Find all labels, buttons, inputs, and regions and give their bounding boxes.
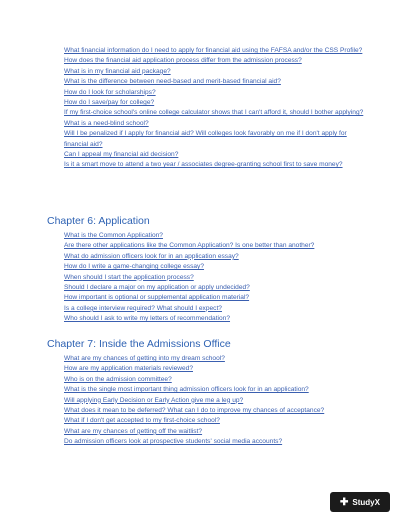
question-link[interactable]: How are my application materials reviewed? bbox=[64, 365, 193, 373]
question-link[interactable]: How do I write a game-changing college essay? bbox=[64, 263, 205, 271]
question-link[interactable]: Should I declare a major on my application or apply undecided? bbox=[64, 284, 250, 292]
question-link[interactable]: How important is optional or supplemental application material? bbox=[64, 294, 250, 302]
question-link[interactable]: Will I be penalized if I apply for financial aid? Will colleges look favorably on me if I don't apply for financial aid? bbox=[64, 130, 347, 148]
question-link[interactable]: What is the Common Application? bbox=[64, 232, 163, 239]
question-link[interactable]: When should I start the application process? bbox=[64, 273, 194, 281]
question-link[interactable]: Can I appeal my financial aid decision? bbox=[64, 151, 179, 159]
question-link[interactable]: What is the single most important thing admission officers look for in an application? bbox=[64, 386, 309, 394]
question-link[interactable]: What are my chances of getting off the waitlist? bbox=[64, 427, 203, 435]
question-link[interactable]: What are my chances of getting into my dream school? bbox=[64, 355, 225, 362]
question-link[interactable]: Are there other applications like the Common Application? Is one better than another? bbox=[64, 242, 315, 250]
intro-question-list bbox=[47, 46, 367, 171]
question-link[interactable]: Will applying Early Decision or Early Action give me a leg up? bbox=[64, 396, 244, 404]
question-link[interactable]: What is the difference between need-based and merit-based financial aid? bbox=[64, 78, 281, 86]
studyx-badge[interactable] bbox=[330, 492, 390, 512]
question-link[interactable]: What is a need-blind school? bbox=[64, 119, 149, 127]
chapter-7-title: Chapter 7: Inside the Admissions Office bbox=[47, 338, 231, 350]
question-link[interactable]: If my first-choice school's online college calculator shows that I can't afford it, should I bother applying? bbox=[64, 109, 364, 117]
question-link[interactable]: What do admission officers look for in an application essay? bbox=[64, 252, 239, 260]
plus-icon: ✚ bbox=[340, 496, 349, 508]
question-link[interactable]: How do I look for scholarships? bbox=[64, 88, 156, 96]
question-link[interactable]: What financial information do I need to apply for financial aid using the FAFSA and/or the CSS Profile? bbox=[64, 47, 363, 54]
question-link[interactable]: How do I save/pay for college? bbox=[64, 99, 155, 107]
chapter-6-section bbox=[47, 215, 367, 325]
studyx-label: StudyX bbox=[352, 497, 380, 507]
chapter-6-title: Chapter 6: Application bbox=[47, 215, 150, 227]
chapter-7-section bbox=[47, 338, 367, 448]
question-link[interactable]: How does the financial aid application process differ from the admission process? bbox=[64, 57, 302, 65]
question-link[interactable]: Is it a smart move to attend a two year / associates degree-granting school first to save money? bbox=[64, 161, 343, 169]
question-link[interactable]: Is a college interview required? What should I expect? bbox=[64, 304, 222, 312]
question-link[interactable]: Do admission officers look at prospective students' social media accounts? bbox=[64, 438, 283, 446]
question-link[interactable]: Who is on the admission committee? bbox=[64, 375, 172, 383]
question-link[interactable]: What if I don't get accepted to my first-choice school? bbox=[64, 417, 220, 425]
question-link[interactable]: What does it mean to be deferred? What can I do to improve my chances of acceptance? bbox=[64, 407, 325, 415]
question-link[interactable]: What is in my financial aid package? bbox=[64, 67, 171, 75]
question-link[interactable]: Who should I ask to write my letters of recommendation? bbox=[64, 315, 231, 323]
